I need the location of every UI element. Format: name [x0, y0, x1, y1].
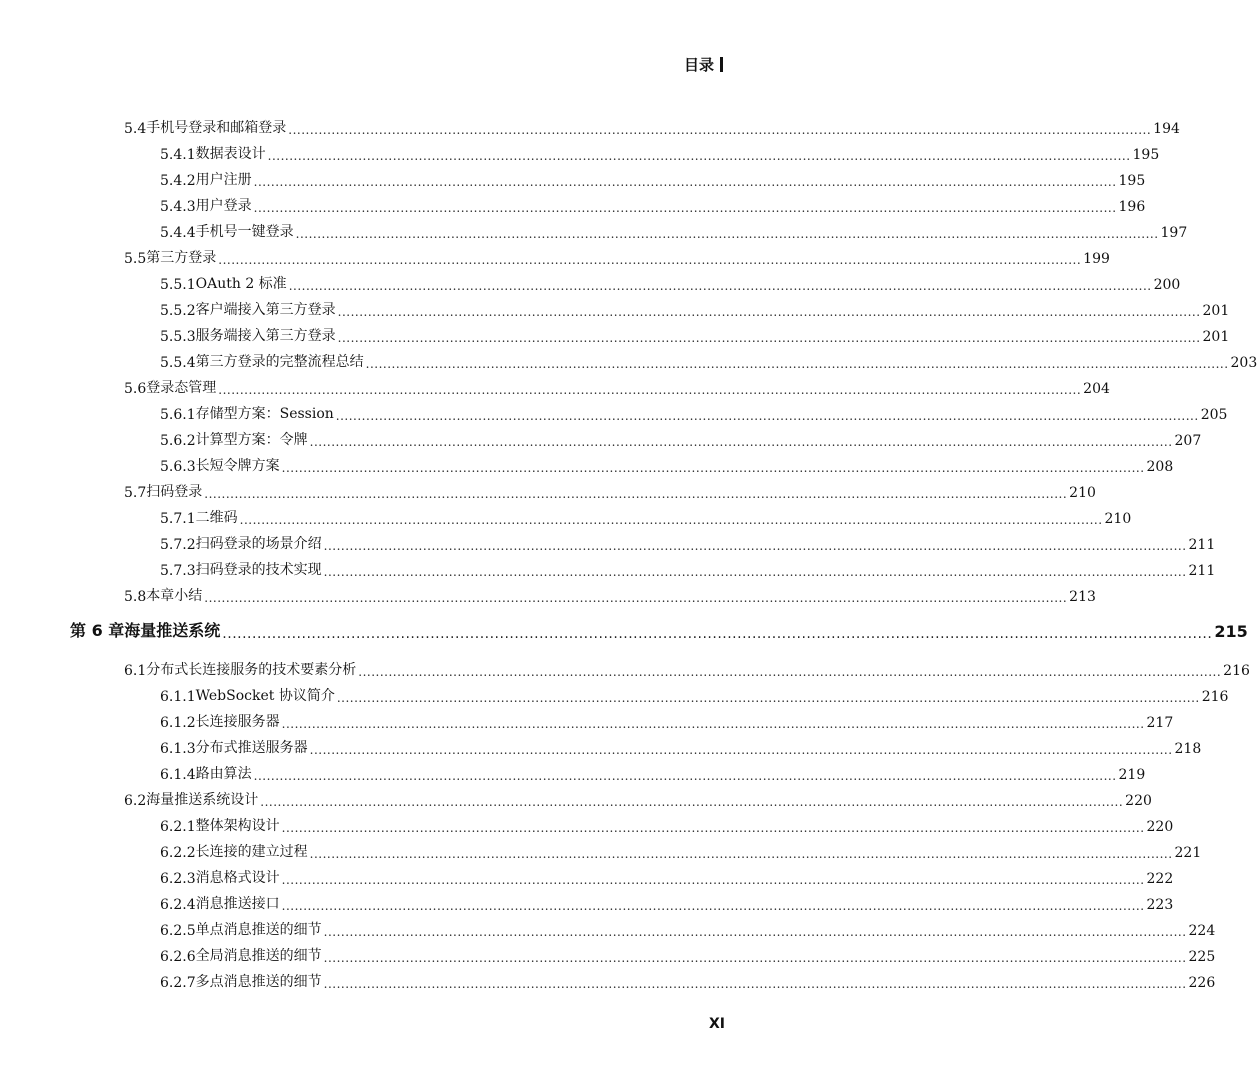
- dot-leader: ........................................................................................................................................................................................................: [323, 977, 1187, 991]
- dot-leader: ........................................................................................................................................................................................................: [309, 435, 1173, 449]
- entry-number: 5.4.1: [160, 147, 196, 163]
- entry-number: 6.1.1: [160, 689, 196, 705]
- entry-title: 多点消息推送的细节: [195, 974, 322, 990]
- toc-entry[interactable]: [0, 785, 1152, 809]
- toc-entry[interactable]: [0, 707, 1174, 731]
- toc-entry[interactable]: [0, 425, 1202, 449]
- entry-title: 登录态管理: [146, 380, 217, 396]
- dot-leader: ........................................................................................................................................................................................................: [281, 899, 1145, 913]
- dot-leader: ........................................................................................................................................................................................................: [281, 873, 1145, 887]
- entry-title: 用户登录: [195, 198, 252, 214]
- dot-leader: ........................................................................................................................................................................................................: [218, 383, 1082, 397]
- dot-leader: ........................................................................................................................................................................................................: [323, 539, 1187, 553]
- toc-entry[interactable]: [0, 889, 1174, 913]
- toc-entry[interactable]: [0, 165, 1146, 189]
- dot-leader: ........................................................................................................................................................................................................: [337, 331, 1201, 345]
- entry-page: 222: [1146, 871, 1174, 887]
- dot-leader: ........................................................................................................................................................................................................: [336, 691, 1200, 705]
- dot-leader: ........................................................................................................................................................................................................: [295, 227, 1159, 241]
- entry-page: 215: [1214, 622, 1248, 641]
- entry-page: 201: [1202, 329, 1230, 345]
- entry-title: 客户端接入第三方登录: [195, 302, 336, 318]
- entry-title: 扫码登录: [146, 484, 203, 500]
- dot-leader: ........................................................................................................................................................................................................: [309, 847, 1173, 861]
- dot-leader: ........................................................................................................................................................................................................: [253, 201, 1117, 215]
- entry-number: 6.2.6: [160, 949, 196, 965]
- entry-number: 6.2.4: [160, 897, 196, 913]
- dot-leader: ........................................................................................................................................................................................................: [335, 409, 1199, 423]
- dot-leader: ........................................................................................................................................................................................................: [309, 743, 1173, 757]
- entry-number: 6.2.2: [160, 845, 196, 861]
- entry-title: 第三方登录: [146, 250, 217, 266]
- entry-title: 海量推送系统: [124, 621, 221, 640]
- entry-number: 5.4.2: [160, 173, 196, 189]
- dot-leader: ........................................................................................................................................................................................................: [281, 717, 1145, 731]
- dot-leader: ........................................................................................................................................................................................................: [218, 253, 1082, 267]
- entry-title: 长短令牌方案: [195, 458, 280, 474]
- entry-title: 路由算法: [195, 766, 252, 782]
- entry-number: 5.7.3: [160, 563, 196, 579]
- toc-entry[interactable]: [0, 759, 1146, 783]
- dot-leader: ........................................................................................................................................................................................................: [365, 357, 1229, 371]
- toc-entry[interactable]: [0, 373, 1110, 397]
- entry-page: 196: [1118, 199, 1146, 215]
- dot-leader: ........................................................................................................................................................................................................: [288, 279, 1152, 293]
- entry-title: 长连接的建立过程: [195, 844, 308, 860]
- entry-page: 223: [1146, 897, 1174, 913]
- toc-entry[interactable]: [0, 477, 1096, 501]
- toc-entry[interactable]: [0, 681, 1229, 705]
- toc-entry[interactable]: [0, 399, 1228, 423]
- entry-number: 5.5: [124, 251, 147, 267]
- entry-number: 5.6.1: [160, 407, 196, 423]
- entry-page: 221: [1174, 845, 1202, 861]
- entry-page: 205: [1200, 407, 1228, 423]
- entry-page: 219: [1118, 767, 1146, 783]
- dot-leader: ........................................................................................................................................................................................................: [323, 565, 1187, 579]
- header-label: 目录: [683, 56, 714, 74]
- toc-entry[interactable]: [0, 555, 1216, 579]
- toc-entry[interactable]: [0, 837, 1202, 861]
- toc-chapter-entry[interactable]: [0, 617, 1248, 642]
- entry-page: 195: [1132, 147, 1160, 163]
- dot-leader: ........................................................................................................................................................................................................: [281, 821, 1145, 835]
- entry-title: 海量推送系统设计: [146, 792, 259, 808]
- toc-entry[interactable]: [0, 811, 1174, 835]
- toc-entry[interactable]: [0, 655, 1250, 679]
- entry-page: 224: [1188, 923, 1216, 939]
- entry-page: 225: [1188, 949, 1216, 965]
- entry-title: 整体架构设计: [195, 818, 280, 834]
- dot-leader: ........................................................................................................................................................................................................: [204, 487, 1068, 501]
- toc-entry[interactable]: [0, 863, 1174, 887]
- entry-number: 6.1.4: [160, 767, 196, 783]
- entry-page: 210: [1104, 511, 1132, 527]
- entry-page: 200: [1153, 277, 1181, 293]
- toc-entry[interactable]: [0, 321, 1230, 345]
- dot-leader: ........................................................................................................................................................................................................: [323, 951, 1187, 965]
- dot-leader: ........................................................................................................................................................................................................: [288, 123, 1152, 137]
- entry-number: 5.6.3: [160, 459, 196, 475]
- entry-number: 5.6: [124, 381, 147, 397]
- dot-leader: ........................................................................................................................................................................................................: [260, 795, 1124, 809]
- entry-number: 5.5.4: [160, 355, 196, 371]
- dot-leader: ........................................................................................................................................................................................................: [222, 626, 1213, 642]
- entry-page: 220: [1146, 819, 1174, 835]
- entry-number: 5.5.2: [160, 303, 196, 319]
- entry-page: 211: [1188, 537, 1216, 553]
- entry-title: 本章小结: [146, 588, 203, 604]
- entry-title: 全局消息推送的细节: [195, 948, 322, 964]
- entry-number: 6.2.7: [160, 975, 196, 991]
- entry-title: 消息格式设计: [195, 870, 280, 886]
- entry-number: 5.5.1: [160, 277, 196, 293]
- entry-page: 203: [1230, 355, 1257, 371]
- toc-entry[interactable]: [0, 529, 1216, 553]
- entry-number: 5.5.3: [160, 329, 196, 345]
- entry-title: 分布式长连接服务的技术要素分析: [146, 662, 357, 678]
- entry-title: OAuth 2 标准: [195, 276, 287, 292]
- toc-entry[interactable]: [0, 217, 1188, 241]
- entry-title: 单点消息推送的细节: [195, 922, 322, 938]
- entry-page: 195: [1118, 173, 1146, 189]
- toc-entry[interactable]: [0, 581, 1096, 605]
- entry-page: 197: [1160, 225, 1188, 241]
- entry-title: 存储型方案：Session: [195, 406, 334, 422]
- toc-entry[interactable]: [0, 941, 1216, 965]
- entry-number: 5.6.2: [160, 433, 196, 449]
- toc-entry[interactable]: [0, 191, 1146, 215]
- entry-title: 扫码登录的场景介绍: [195, 536, 322, 552]
- toc-entry[interactable]: [0, 451, 1174, 475]
- entry-number: 6.1.2: [160, 715, 196, 731]
- entry-page: 201: [1202, 303, 1230, 319]
- dot-leader: ........................................................................................................................................................................................................: [204, 591, 1068, 605]
- entry-title: 二维码: [195, 510, 238, 526]
- entry-number: 6.2: [124, 793, 147, 809]
- entry-page: 211: [1188, 563, 1216, 579]
- entry-title: 长连接服务器: [195, 714, 280, 730]
- header-bar: [720, 57, 723, 72]
- entry-number: 6.2.1: [160, 819, 196, 835]
- entry-page: 207: [1174, 433, 1202, 449]
- toc-entry[interactable]: [0, 733, 1202, 757]
- running-header: [684, 54, 723, 75]
- toc-entry[interactable]: [0, 139, 1160, 163]
- entry-page: 199: [1083, 251, 1110, 267]
- entry-page: 216: [1201, 689, 1229, 705]
- entry-number: 5.4.3: [160, 199, 196, 215]
- entry-title: 数据表设计: [195, 146, 266, 162]
- entry-title: 第三方登录的完整流程总结: [195, 354, 364, 370]
- entry-title: 计算型方案：令牌: [195, 432, 308, 448]
- dot-leader: ........................................................................................................................................................................................................: [253, 769, 1117, 783]
- entry-title: 手机号一键登录: [195, 224, 294, 240]
- toc-entry[interactable]: [0, 243, 1110, 267]
- entry-number: 5.7: [124, 485, 147, 501]
- entry-title: 扫码登录的技术实现: [195, 562, 322, 578]
- entry-title: 消息推送接口: [195, 896, 280, 912]
- entry-title: 服务端接入第三方登录: [195, 328, 336, 344]
- dot-leader: ........................................................................................................................................................................................................: [337, 305, 1201, 319]
- dot-leader: ........................................................................................................................................................................................................: [267, 149, 1131, 163]
- entry-title: 用户注册: [195, 172, 252, 188]
- entry-number: 5.8: [124, 589, 147, 605]
- toc-entry[interactable]: [0, 503, 1132, 527]
- entry-number: 5.4.4: [160, 225, 196, 241]
- entry-page: 220: [1125, 793, 1152, 809]
- toc-entry[interactable]: [0, 967, 1216, 991]
- entry-number: 5.4: [124, 121, 147, 137]
- dot-leader: ........................................................................................................................................................................................................: [281, 461, 1145, 475]
- entry-number: 6.2.3: [160, 871, 196, 887]
- entry-page: 218: [1174, 741, 1202, 757]
- entry-number: 6.1: [124, 663, 147, 679]
- entry-number: 5.7.1: [160, 511, 196, 527]
- toc-entry[interactable]: [0, 269, 1181, 293]
- entry-page: 213: [1069, 589, 1096, 605]
- entry-number: 6.1.3: [160, 741, 196, 757]
- toc-entry[interactable]: [0, 347, 1257, 371]
- entry-page: 217: [1146, 715, 1174, 731]
- entry-page: 208: [1146, 459, 1174, 475]
- entry-page: 210: [1069, 485, 1096, 501]
- page-number: XI: [708, 1016, 725, 1032]
- entry-number: 5.7.2: [160, 537, 196, 553]
- dot-leader: ........................................................................................................................................................................................................: [239, 513, 1103, 527]
- entry-number: 第 6 章: [70, 621, 125, 640]
- entry-page: 226: [1188, 975, 1216, 991]
- entry-page: 216: [1223, 663, 1250, 679]
- toc-entry[interactable]: [0, 915, 1216, 939]
- entry-title: WebSocket 协议简介: [195, 688, 335, 704]
- toc-entry[interactable]: [0, 295, 1230, 319]
- entry-number: 6.2.5: [160, 923, 196, 939]
- entry-title: 手机号登录和邮箱登录: [146, 120, 287, 136]
- dot-leader: ........................................................................................................................................................................................................: [253, 175, 1117, 189]
- entry-page: 204: [1083, 381, 1110, 397]
- dot-leader: ........................................................................................................................................................................................................: [358, 665, 1222, 679]
- entry-title: 分布式推送服务器: [195, 740, 308, 756]
- entry-page: 194: [1153, 121, 1180, 137]
- toc-entry[interactable]: [0, 113, 1180, 137]
- dot-leader: ........................................................................................................................................................................................................: [323, 925, 1187, 939]
